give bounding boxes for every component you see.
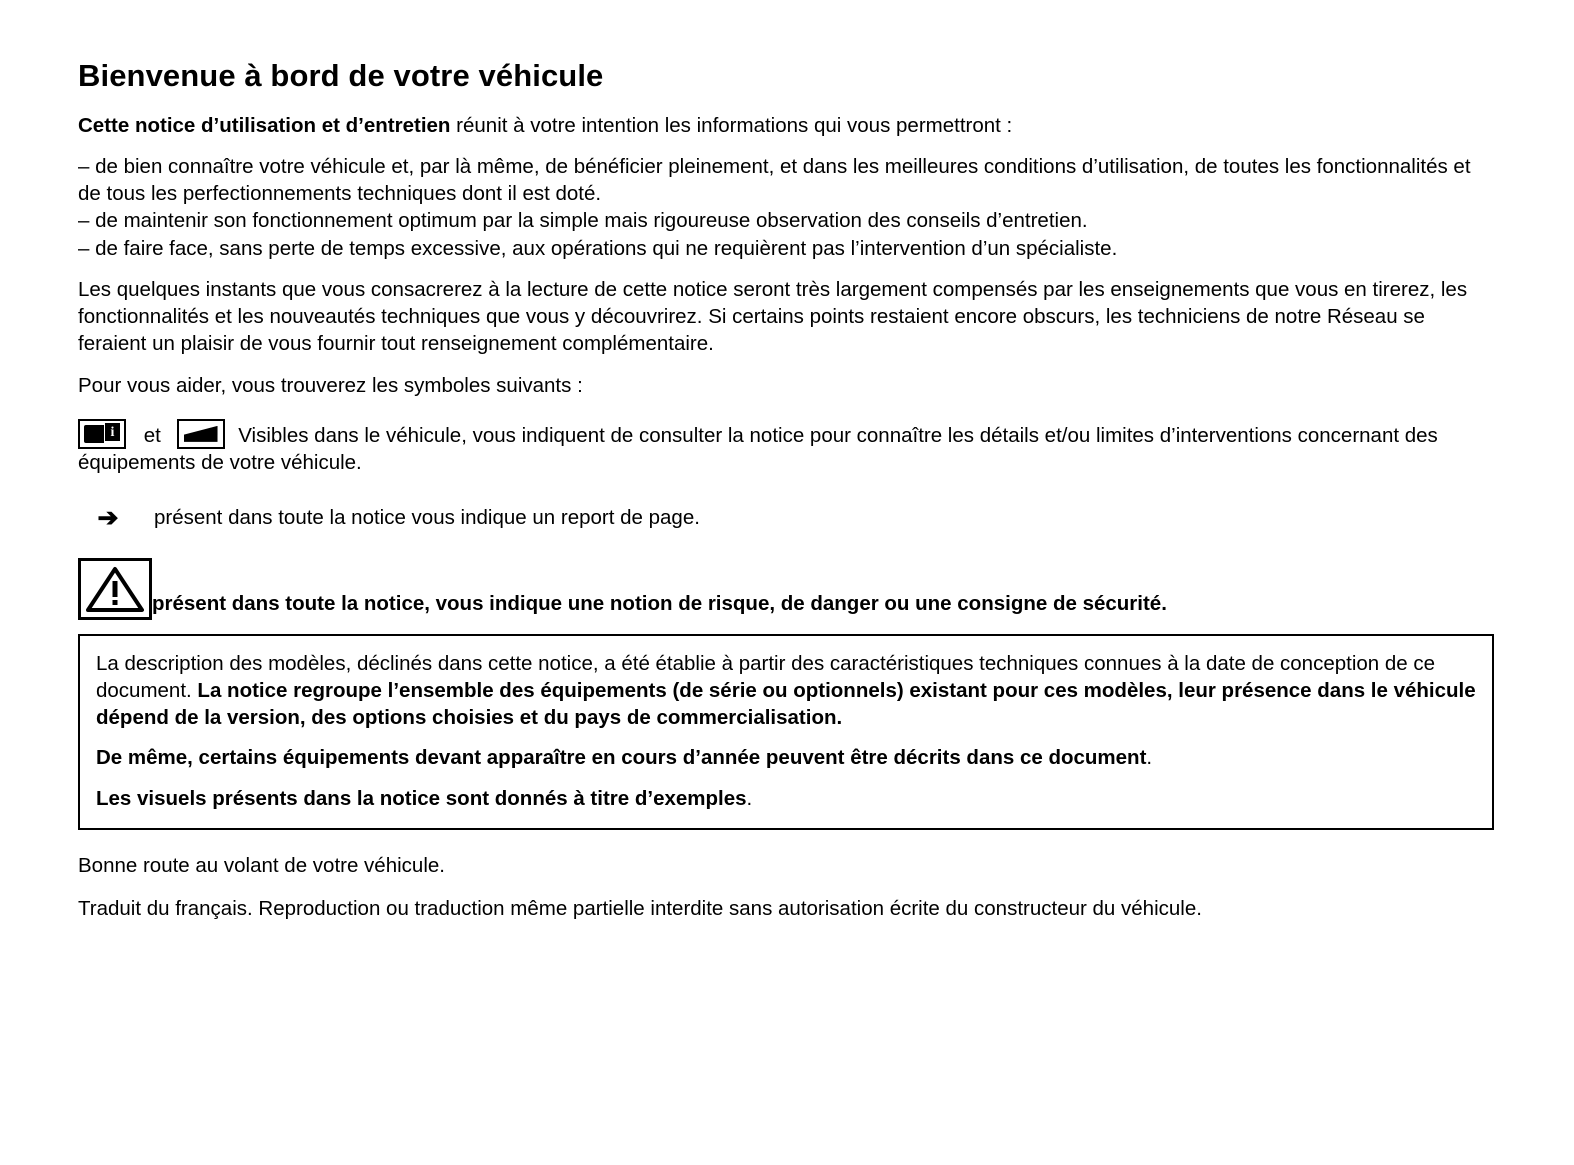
arrow-legend xyxy=(78,504,1494,531)
footer-block xyxy=(78,852,1494,923)
note-box xyxy=(78,634,1494,830)
note-2-end: . xyxy=(1146,746,1153,770)
intro-paragraph xyxy=(78,112,1494,139)
benefits-list xyxy=(78,153,1494,262)
note-1-normal: La description des modèles, déclinés dans cette notice, a été établie à partir des caractéristiques techniques connues à la date de conception de ce document. xyxy=(96,651,1436,702)
symbols-legend xyxy=(78,419,1494,477)
book-info-icon xyxy=(78,419,126,449)
note-paragraph-1 xyxy=(96,650,1476,732)
intro-lead-bold: Cette notice d’utilisation et d’entretien xyxy=(78,113,451,137)
warning-legend-text: présent dans toute la notice, vous indique une notion de risque, de danger ou une consigne de sécurité. xyxy=(152,592,1167,616)
intro-lead-rest: réunit à votre intention les informations qui vous permettront : xyxy=(450,113,1013,137)
arrow-right-icon: ➔ xyxy=(97,503,119,532)
list-item: – de bien connaître votre véhicule et, par là même, de bénéficier pleinement, et dans les meilleures conditions d’utilisation, de toutes les fonctionnalités et de tous les perfectionnements techniques dont il est doté. xyxy=(78,154,1471,206)
note-3-end: . xyxy=(746,786,753,810)
note-3-bold: Les visuels présents dans la notice sont donnés à titre d’exemples xyxy=(96,786,747,810)
list-item: – de maintenir son fonctionnement optimum par la simple mais rigoureuse observation des conseils d’entretien. xyxy=(78,209,1088,233)
warning-legend xyxy=(78,558,1494,620)
note-paragraph-3 xyxy=(96,785,1476,812)
symbols-description: Visibles dans le véhicule, vous indiquent de consulter la notice pour connaître les détails et/ou limites d’interventions concernant des équipements de votre véhicule. xyxy=(78,423,1438,475)
footer-line-1: Bonne route au volant de votre véhicule. xyxy=(78,853,445,877)
page-title: Bienvenue à bord de votre véhicule xyxy=(78,58,604,93)
note-1-bold: La notice regroupe l’ensemble des équipements (de série ou optionnels) existant pour ces modèles, leur présence dans le véhicule dépend de la version, des options choisies et du pays de commercialisation. xyxy=(96,678,1476,730)
symbols-intro: Pour vous aider, vous trouverez les symboles suivants : xyxy=(78,373,583,397)
windscreen-wiper-icon xyxy=(177,419,225,449)
list-item: – de faire face, sans perte de temps excessive, aux opérations qui ne requièrent pas l’intervention d’un spécialiste. xyxy=(78,236,1118,260)
footer-line-2: Traduit du français. Reproduction ou traduction même partielle interdite sans autorisation écrite du constructeur du véhicule. xyxy=(78,897,1202,921)
reading-paragraph: Les quelques instants que vous consacrerez à la lecture de cette notice seront très largement compensés par les enseignements que vous en tirerez, les fonctionnalités et les nouveautés techniques que vous y découvrirez. Si certains points restaient encore obscurs, les techniciens de notre Réseau se feraient un plaisir de vous fournir tout renseignement complémentaire. xyxy=(78,277,1468,356)
warning-triangle-icon xyxy=(78,558,152,620)
arrow-legend-text: présent dans toute la notice vous indique un report de page. xyxy=(154,506,700,530)
symbols-connector: et xyxy=(143,423,161,447)
note-2-bold: De même, certains équipements devant apparaître en cours d’année peuvent être décrits dans ce document xyxy=(96,746,1147,770)
note-paragraph-2 xyxy=(96,744,1476,771)
